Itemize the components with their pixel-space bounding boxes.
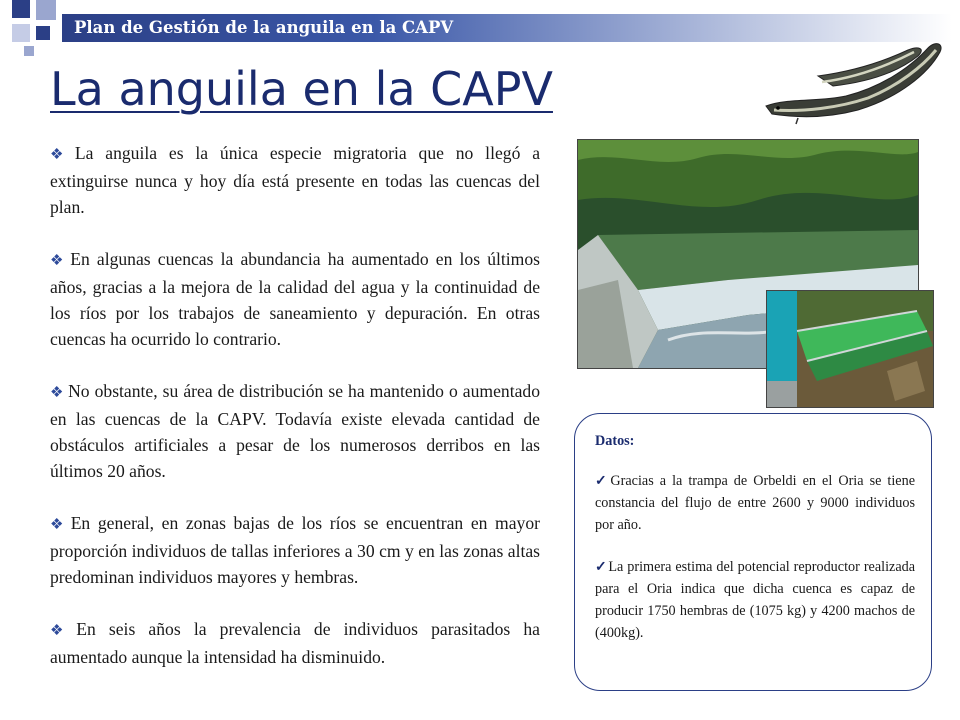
decor-square — [36, 0, 56, 20]
datos-item: ✓Gracias a la trampa de Orbeldi en el Oria se tiene constancia del flujo de entre 2600 y 9000 individuos por año. — [595, 473, 915, 533]
bullet-list — [50, 140, 540, 670]
diamond-bullet-icon: ❖ — [50, 517, 67, 533]
diamond-bullet-icon: ❖ — [50, 253, 67, 269]
eel-illustration — [758, 36, 948, 126]
diamond-bullet-icon: ❖ — [50, 147, 71, 163]
datos-title: Datos: — [595, 433, 635, 449]
eel-trap-photo — [766, 290, 934, 408]
bullet-item: ❖ En seis años la prevalencia de individuos parasitados ha aumentado aunque la intensidad ha disminuido. — [50, 619, 540, 667]
diamond-bullet-icon: ❖ — [50, 385, 65, 401]
datos-item: ✓La primera estima del potencial reproductor realizada para el Oria indica que dicha cuenca es capaz de producir 1750 hembras de (1075 kg) y 4200 machos de (400kg). — [595, 559, 916, 641]
decor-square — [24, 46, 34, 56]
header-title: Plan de Gestión de la anguila en la CAPV — [74, 18, 454, 37]
diamond-bullet-icon: ❖ — [50, 623, 73, 639]
bullet-item: ❖ No obstante, su área de distribución se ha mantenido o aumentado en las cuencas de la CAPV. Todavía existe elevada cantidad de obstáculos artificiales a pesar de los numerosos derribos en las últimos 20 años. — [50, 381, 540, 481]
bullet-item: ❖ La anguila es la única especie migratoria que no llegó a extinguirse nunca y hoy día está presente en todas las cuencas del plan. — [50, 143, 541, 217]
decor-square — [12, 24, 30, 42]
bullet-item: ❖ En algunas cuencas la abundancia ha aumentado en los últimos años, gracias a la mejora de la calidad del agua y la continuidad de los ríos por los trabajos de saneamiento y depuración. En otras cuencas ha ocurrido lo contrario. — [50, 249, 541, 349]
datos-panel — [574, 413, 932, 691]
page-title: La anguila en la CAPV — [50, 62, 553, 116]
bullet-item: ❖ En general, en zonas bajas de los ríos se encuentran en mayor proporción individuos de tallas inferiores a 30 cm y en las zonas altas predominan individuos mayores y hembras. — [50, 513, 540, 587]
checkmark-icon: ✓ — [595, 559, 608, 575]
decor-square — [12, 0, 30, 18]
decor-square — [36, 26, 50, 40]
checkmark-icon: ✓ — [595, 473, 610, 489]
